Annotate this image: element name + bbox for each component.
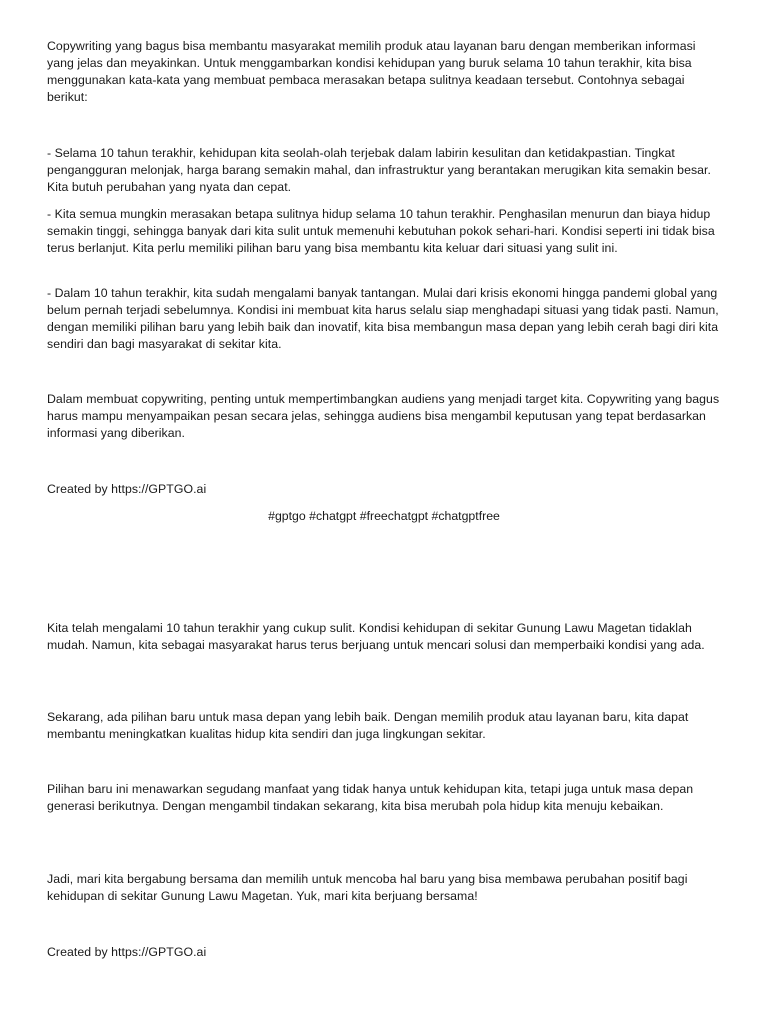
bullet-paragraph-1: - Selama 10 tahun terakhir, kehidupan kita seolah-olah terjebak dalam labirin kesulitan dan ketidakpastian. Tingkat pengangguran melonjak, harga barang semakin mahal, dan infrastruktur yang berantakan merugikan kita semakin besar. Kita butuh perubahan yang nyata dan cepat. bbox=[47, 146, 711, 194]
intro-paragraph: Copywriting yang bagus bisa membantu masyarakat memilih produk atau layanan baru dengan memberikan informasi yang jelas dan meyakinkan. Untuk menggambarkan kondisi kehidupan yang buruk selama 10 tahun terakhir, kita bisa menggunakan kata-kata yang membuat pembaca merasakan betapa sulitnya keadaan tersebut. Contohnya sebagai berikut: bbox=[47, 39, 696, 104]
created-by-text-footer: Created by https://GPTGO.ai bbox=[47, 945, 207, 959]
bullet-paragraph-2: - Kita semua mungkin merasakan betapa sulitnya hidup selama 10 tahun terakhir. Penghasilan menurun dan biaya hidup semakin tinggi, sehingga banyak dari kita sulit untuk memenuhi kebutuhan pokok sehari-hari. Kondisi seperti ini tidak bisa terus berlanjut. Kita perlu memiliki pilihan baru yang bisa membantu kita keluar dari situasi yang sulit ini. bbox=[47, 207, 715, 255]
section2-paragraph-3: Pilihan baru ini menawarkan segudang manfaat yang tidak hanya untuk kehidupan kita, tetapi juga untuk masa depan generasi berikutnya. Dengan mengambil tindakan sekarang, kita bisa merubah pola hidup kita menuju kebaikan. bbox=[47, 782, 694, 813]
section2-paragraph-1: Kita telah mengalami 10 tahun terakhir yang cukup sulit. Kondisi kehidupan di sekitar Gunung Lawu Magetan tidaklah mudah. Namun, kita sebagai masyarakat harus terus berjuang untuk mencari solusi dan memperbaiki kondisi yang ada. bbox=[47, 621, 705, 652]
audience-paragraph: Dalam membuat copywriting, penting untuk mempertimbangkan audiens yang menjadi target kita. Copywriting yang bagus harus mampu menyampaikan pesan secara jelas, sehingga audiens bisa mengambil keputusan yang tepat berdasarkan informasi yang diberikan. bbox=[47, 392, 720, 440]
section2-paragraph-2: Sekarang, ada pilihan baru untuk masa depan yang lebih baik. Dengan memilih produk atau layanan baru, kita dapat membantu meningkatkan kualitas hidup kita sendiri dan juga lingkungan sekitar. bbox=[47, 710, 689, 741]
bullet-paragraph-3: - Dalam 10 tahun terakhir, kita sudah mengalami banyak tantangan. Mulai dari krisis ekonomi hingga pandemi global yang belum pernah terjadi sebelumnya. Kondisi ini membuat kita harus selalu siap menghadapi situasi yang tidak pasti. Namun, dengan memiliki pilihan baru yang lebih baik dan inovatif, kita bisa membangun masa depan yang lebih cerah bagi diri kita sendiri dan bagi masyarakat di sekitar kita. bbox=[47, 286, 719, 351]
section2-paragraph-4: Jadi, mari kita bergabung bersama dan memilih untuk mencoba hal baru yang bisa membawa perubahan positif bagi kehidupan di sekitar Gunung Lawu Magetan. Yuk, mari kita berjuang bersama! bbox=[47, 872, 688, 903]
hashtags-line: #gptgo #chatgpt #freechatgpt #chatgptfree bbox=[268, 509, 500, 523]
created-by-text: Created by https://GPTGO.ai bbox=[47, 482, 207, 496]
